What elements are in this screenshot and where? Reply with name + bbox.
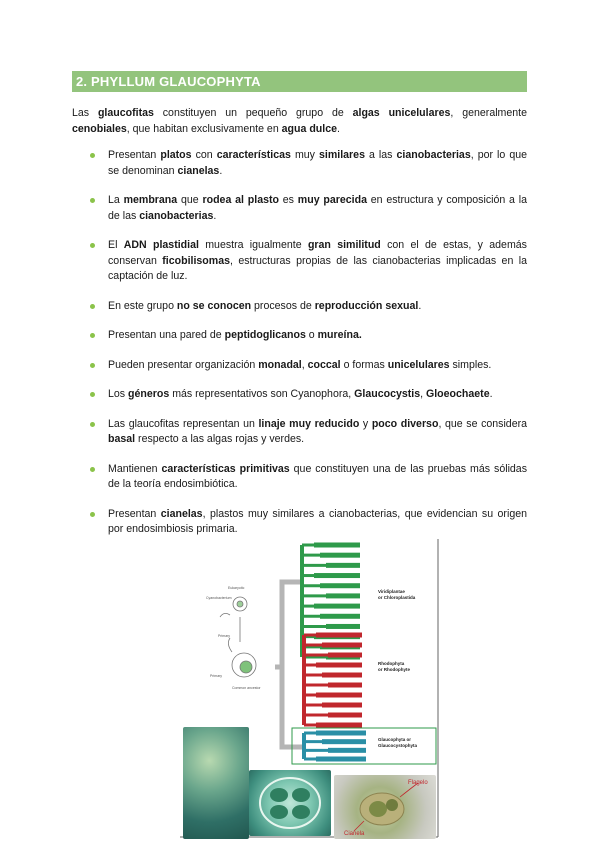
cianela-label: Cianela xyxy=(344,831,365,837)
bullet-dot-icon xyxy=(90,304,95,309)
bullet-run: reproducción sexual xyxy=(314,299,419,312)
green-clade-label-1: Viridiplantae xyxy=(378,589,405,594)
bullet-run: ficobilisomas xyxy=(162,254,230,267)
bullet-run: mureína. xyxy=(317,329,362,341)
bullet-run: . xyxy=(489,388,493,400)
tree-tip xyxy=(320,583,360,588)
bullet-run: muy xyxy=(290,149,320,161)
intro-run: , que habitan exclusivamente en xyxy=(126,123,282,135)
bullet-run: Los xyxy=(108,388,129,400)
sketch-label-3: Primary xyxy=(218,634,231,638)
bullet-run: , que se considera xyxy=(438,417,528,430)
bullet-run: respecto a las algas rojas y verdes. xyxy=(135,433,305,445)
red-clade-label-2: or Rhodophyte xyxy=(378,667,410,672)
tree-tip xyxy=(322,643,362,648)
bullet-run: . xyxy=(213,209,217,222)
bullet-dot-icon xyxy=(90,333,95,338)
green-clade xyxy=(302,543,360,660)
tree-tip xyxy=(322,739,366,744)
gloeochaete-micrograph xyxy=(334,775,436,839)
bullet-run: características xyxy=(216,149,291,161)
tree-tip xyxy=(328,748,366,753)
bullet-run: cianelas xyxy=(160,507,203,520)
bullet-item xyxy=(72,328,527,344)
bullet-run: Glaucocystis xyxy=(354,388,421,400)
bullet-dot-icon xyxy=(90,363,95,368)
bullet-run: , xyxy=(301,358,308,371)
tree-tip xyxy=(320,614,360,619)
bullet-run: más representativos son Cyanophora, xyxy=(169,388,355,400)
tree-tip xyxy=(316,731,366,736)
sketch-label-1: Eukaryotic xyxy=(228,586,245,590)
bullet-run: poco diverso xyxy=(371,417,439,430)
red-clade-label-1: Rhodophyta xyxy=(378,661,405,666)
bullet-item xyxy=(72,507,527,538)
tree-tip xyxy=(328,683,362,688)
bullet-item xyxy=(72,193,527,224)
bullet-run: cianobacterias xyxy=(139,209,214,222)
bullet-run: rodea al plasto xyxy=(202,194,279,206)
bullet-run: , xyxy=(420,388,426,400)
bullet-run: peptidoglicanos xyxy=(224,329,306,341)
bullet-item xyxy=(72,462,527,493)
bullet-run: , plastos muy similares a cianobacterias, que evidencian su origen por endosimbiosis primaria. xyxy=(108,507,527,535)
bullet-run: La xyxy=(108,194,124,206)
intro-run: agua dulce xyxy=(281,123,337,135)
tree-tip xyxy=(328,713,362,718)
tree-trunk xyxy=(275,667,304,747)
glaucocystis-micrograph xyxy=(249,770,331,836)
bullet-item xyxy=(72,299,527,315)
bullet-run: y xyxy=(359,417,372,430)
tree-tip xyxy=(322,673,362,678)
bullet-run: con xyxy=(191,149,217,161)
intro-run: cenobiales xyxy=(72,123,127,135)
tree-tip xyxy=(326,563,360,568)
intro-run: . xyxy=(337,123,340,135)
bullet-item xyxy=(72,387,527,403)
bullet-run: muestra igualmente xyxy=(198,239,308,251)
bullet-dot-icon xyxy=(90,243,95,248)
bullet-run: a las xyxy=(364,149,397,161)
bullet-dot-icon xyxy=(90,198,95,203)
tree-tip xyxy=(322,703,362,708)
bullet-run: Mantienen xyxy=(108,462,162,475)
bullet-run: o formas xyxy=(340,358,388,371)
bullet-run: es xyxy=(278,194,298,206)
blue-clade xyxy=(304,731,366,762)
tree-tip xyxy=(314,543,360,548)
tree-trunk-upper xyxy=(282,582,300,667)
bullet-run: basal xyxy=(108,433,136,445)
bullet-run: monadal xyxy=(258,358,302,371)
bullet-list xyxy=(72,148,527,552)
intro-run: constituyen un pequeño grupo de xyxy=(153,107,353,119)
bullet-run: características primitivas xyxy=(161,462,290,475)
tree-tip xyxy=(326,593,360,598)
bullet-item xyxy=(72,238,527,285)
bullet-run: géneros xyxy=(128,388,170,400)
bullet-run: . xyxy=(418,299,422,312)
bullet-run: platos xyxy=(160,149,192,161)
bullet-run: con el de estas, y además conservan xyxy=(108,239,527,267)
bullet-run: en estructura y composición a la de las xyxy=(108,194,527,222)
tree-tip xyxy=(314,604,360,609)
tree-tip xyxy=(326,624,360,629)
bullet-run: El xyxy=(108,239,124,251)
bullet-run: simples. xyxy=(449,358,492,371)
sketch-label-2: Cyanobacterium xyxy=(206,596,232,600)
intro-run: glaucofitas xyxy=(97,107,154,119)
bullet-dot-icon xyxy=(90,467,95,472)
intro-run: , generalmente xyxy=(450,107,528,119)
bullet-run: Gloeochaete xyxy=(426,388,490,400)
bullet-item xyxy=(72,417,527,448)
section-heading: 2. PHYLLUM GLAUCOPHYTA xyxy=(72,71,527,92)
bullet-run: Presentan xyxy=(108,149,161,161)
bullet-run: membrana xyxy=(123,194,178,206)
bullet-run: que xyxy=(177,194,203,206)
bullet-item xyxy=(72,358,527,374)
bullet-run: ADN plastidial xyxy=(123,239,199,251)
tree-tip xyxy=(316,757,366,762)
sketch-label-5: Common ancestor xyxy=(232,686,261,690)
bullet-run: que constituyen una de las pruebas más sólidas de la teoría endosimbiótica. xyxy=(108,462,527,490)
cyanophora-micrograph xyxy=(183,727,249,839)
glauco-clade-label-2: Glaucocystophyta xyxy=(378,743,418,748)
tree-tip xyxy=(316,723,362,728)
bullet-run: o xyxy=(305,329,318,341)
tree-tip xyxy=(316,663,362,668)
bullet-run: coccal xyxy=(307,358,341,371)
bullet-dot-icon xyxy=(90,153,95,158)
tree-tip xyxy=(320,553,360,558)
bullet-run: Las glaucofitas representan un xyxy=(108,417,259,430)
bullet-run: En este grupo xyxy=(108,299,177,312)
bullet-run: . xyxy=(219,164,223,177)
intro-run: algas unicelulares xyxy=(352,107,451,119)
flagella-label: Flagelo xyxy=(408,780,428,786)
bullet-run: no se conocen xyxy=(176,299,252,312)
bullet-run: unicelulares xyxy=(387,358,450,371)
bullet-run: Pueden presentar organización xyxy=(108,358,259,371)
bullet-run: Presentan una pared de xyxy=(108,329,225,341)
bullet-run: cianelas xyxy=(177,164,220,177)
green-clade-label-2: or Chloroplastida xyxy=(378,595,416,600)
bullet-run: muy parecida xyxy=(297,194,367,206)
bullet-dot-icon xyxy=(90,422,95,427)
bullet-run: , por lo que se denominan xyxy=(108,149,528,177)
tree-tip xyxy=(316,633,362,638)
bullet-run: linaje muy reducido xyxy=(258,417,360,430)
bullet-run: gran similitud xyxy=(307,239,381,251)
intro-paragraph xyxy=(72,105,527,137)
glauco-clade-label-1: Glaucophyta or xyxy=(378,737,412,742)
sketch-label-4: Primary xyxy=(210,674,223,678)
bullet-run: Presentan xyxy=(108,507,161,520)
bullet-item xyxy=(72,148,527,179)
bullet-run: similares xyxy=(319,149,365,161)
tree-tip xyxy=(316,693,362,698)
bullet-run: , estructuras propias de las cianobacterias implicadas en la captación de luz. xyxy=(108,254,527,282)
intro-run: Las xyxy=(72,107,98,119)
bullet-dot-icon xyxy=(90,392,95,397)
bullet-dot-icon xyxy=(90,512,95,517)
tree-tip xyxy=(314,573,360,578)
tree-tip xyxy=(328,653,362,658)
bullet-run: procesos de xyxy=(251,299,315,312)
bullet-run: cianobacterias xyxy=(396,149,471,161)
